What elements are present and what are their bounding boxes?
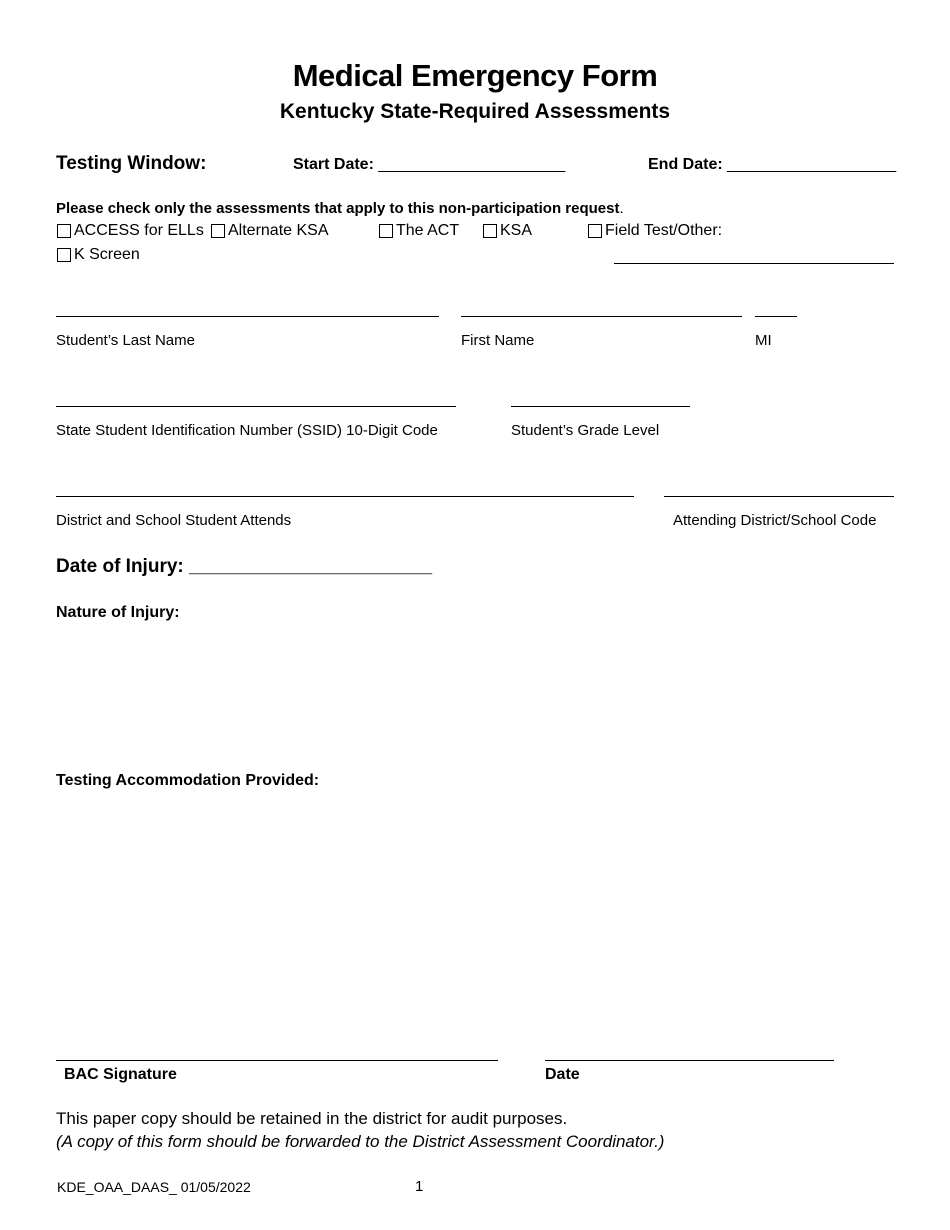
retain-note: This paper copy should be retained in the district for audit purposes. bbox=[56, 1109, 568, 1128]
end-date-blank[interactable]: ___________________ bbox=[727, 156, 897, 173]
checkbox-label: ACCESS for ELLs bbox=[74, 222, 204, 239]
last-name-label: Student’s Last Name bbox=[56, 332, 195, 349]
first-name-input[interactable] bbox=[461, 316, 742, 317]
checkbox-alternate-ksa[interactable] bbox=[211, 222, 329, 240]
field-test-other-input[interactable] bbox=[614, 263, 894, 264]
testing-accommodation-label: Testing Accommodation Provided: bbox=[56, 772, 320, 789]
checkbox-label: KSA bbox=[500, 222, 533, 239]
grade-level-label: Student’s Grade Level bbox=[511, 422, 660, 439]
last-name-input[interactable] bbox=[56, 316, 439, 317]
checkbox-the-act[interactable] bbox=[379, 222, 459, 240]
ssid-label: State Student Identification Number (SSID) 10-Digit Code bbox=[56, 422, 438, 439]
bac-signature-input[interactable] bbox=[56, 1060, 498, 1061]
mi-label: MI bbox=[755, 332, 772, 349]
start-date-blank[interactable]: _____________________ bbox=[378, 156, 566, 173]
bac-signature-label: BAC Signature bbox=[64, 1066, 177, 1083]
page-number: 1 bbox=[415, 1178, 424, 1195]
checkbox-icon[interactable] bbox=[57, 248, 71, 262]
assessment-instruction bbox=[56, 200, 624, 217]
nature-of-injury-label: Nature of Injury: bbox=[56, 604, 180, 621]
checkbox-icon[interactable] bbox=[483, 224, 497, 238]
first-name-label: First Name bbox=[461, 332, 535, 349]
form-subtitle: Kentucky State-Required Assessments bbox=[279, 100, 671, 123]
district-school-input[interactable] bbox=[56, 496, 634, 497]
checkbox-label: The ACT bbox=[396, 222, 460, 239]
form-title: Medical Emergency Form bbox=[292, 58, 658, 93]
checkbox-icon[interactable] bbox=[379, 224, 393, 238]
checkbox-field-test-other[interactable] bbox=[588, 222, 722, 240]
signature-date-label: Date bbox=[545, 1066, 580, 1083]
district-school-label: District and School Student Attends bbox=[56, 512, 292, 529]
form-code: KDE_OAA_DAAS_ 01/05/2022 bbox=[57, 1179, 251, 1195]
district-code-input[interactable] bbox=[664, 496, 894, 497]
date-of-injury-blank[interactable]: _______________________ bbox=[189, 556, 433, 577]
instruction-end: . bbox=[619, 200, 624, 217]
checkbox-ksa[interactable] bbox=[483, 222, 532, 240]
testing-window-label: Testing Window: bbox=[56, 153, 207, 174]
checkbox-k-screen[interactable] bbox=[57, 246, 140, 264]
start-date-label: Start Date: bbox=[293, 156, 379, 173]
checkbox-label: K Screen bbox=[74, 246, 140, 263]
end-date-label: End Date: bbox=[648, 156, 728, 173]
forward-note: (A copy of this form should be forwarded to the District Assessment Coordinator.) bbox=[56, 1132, 665, 1151]
end-date-field[interactable] bbox=[648, 156, 896, 174]
ssid-input[interactable] bbox=[56, 406, 456, 407]
checkbox-icon[interactable] bbox=[588, 224, 602, 238]
checkbox-label: Alternate KSA bbox=[228, 222, 329, 239]
checkbox-icon[interactable] bbox=[211, 224, 225, 238]
district-code-label: Attending District/School Code bbox=[673, 512, 877, 529]
checkbox-icon[interactable] bbox=[57, 224, 71, 238]
signature-date-input[interactable] bbox=[545, 1060, 834, 1061]
start-date-field[interactable] bbox=[293, 156, 565, 174]
date-of-injury-field[interactable] bbox=[56, 556, 432, 578]
mi-input[interactable] bbox=[755, 316, 797, 317]
instruction-text: Please check only the assessments that apply to this non-participation request bbox=[56, 200, 620, 217]
checkbox-access-for-ells[interactable] bbox=[57, 222, 204, 240]
checkbox-label: Field Test/Other: bbox=[605, 222, 723, 239]
date-of-injury-label: Date of Injury: bbox=[56, 556, 190, 577]
grade-level-input[interactable] bbox=[511, 406, 690, 407]
